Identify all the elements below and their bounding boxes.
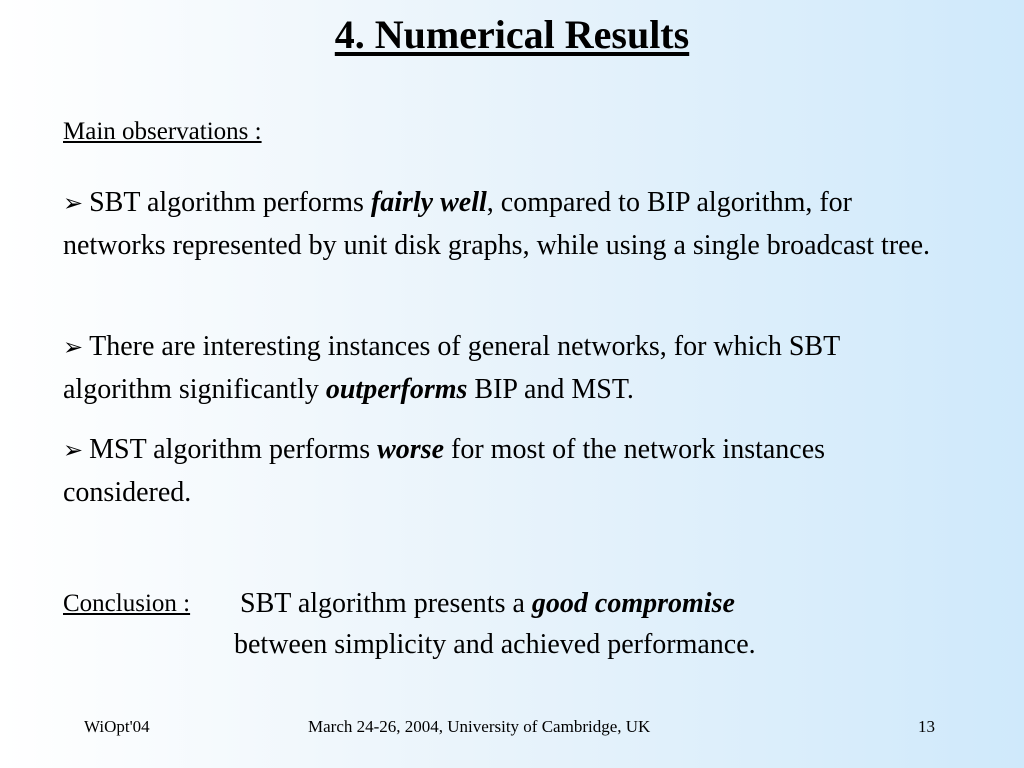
bullet-item-2 <box>63 326 943 410</box>
bullet-item-1 <box>63 182 943 266</box>
bullet-2-text-before: There are interesting instances of general networks, for which SBT algorithm significantly <box>63 331 840 405</box>
bullet-3-emphasis: worse <box>377 434 445 465</box>
bullet-1-text-after: , compared to BIP algorithm, for networks represented by unit disk graphs, while using a single broadcast tree. <box>63 187 931 261</box>
bullet-2-text-after: BIP and MST. <box>467 374 634 405</box>
bullet-3-text-before: MST algorithm performs <box>89 434 378 465</box>
footer-date-location: March 24-26, 2004, University of Cambridge, UK <box>308 717 651 736</box>
conclusion-text <box>234 583 934 665</box>
conclusion-line-1 <box>240 583 934 624</box>
footer-page-number: 13 <box>918 717 935 736</box>
slide-title: 4. Numerical Results <box>334 12 690 57</box>
arrowhead-bullet-icon: ➢ <box>63 438 84 464</box>
arrowhead-bullet-icon: ➢ <box>63 335 84 361</box>
bullet-2-emphasis: outperforms <box>325 374 468 405</box>
bullet-1-text-before: SBT algorithm performs <box>89 187 371 218</box>
footer-conference: WiOpt'04 <box>84 717 150 736</box>
conclusion-text-before: SBT algorithm presents a <box>240 588 532 619</box>
conclusion-emphasis: good compromise <box>531 588 735 619</box>
bullet-3-text-after: for most of the network instances considered. <box>63 434 826 508</box>
arrowhead-bullet-icon: ➢ <box>63 191 84 217</box>
bullet-1-emphasis: fairly well <box>370 187 487 218</box>
conclusion-label: Conclusion : <box>63 590 191 617</box>
conclusion-text-after: between simplicity and achieved performance. <box>234 629 756 660</box>
bullet-item-3 <box>63 429 943 513</box>
main-observations-heading: Main observations : <box>63 118 262 145</box>
